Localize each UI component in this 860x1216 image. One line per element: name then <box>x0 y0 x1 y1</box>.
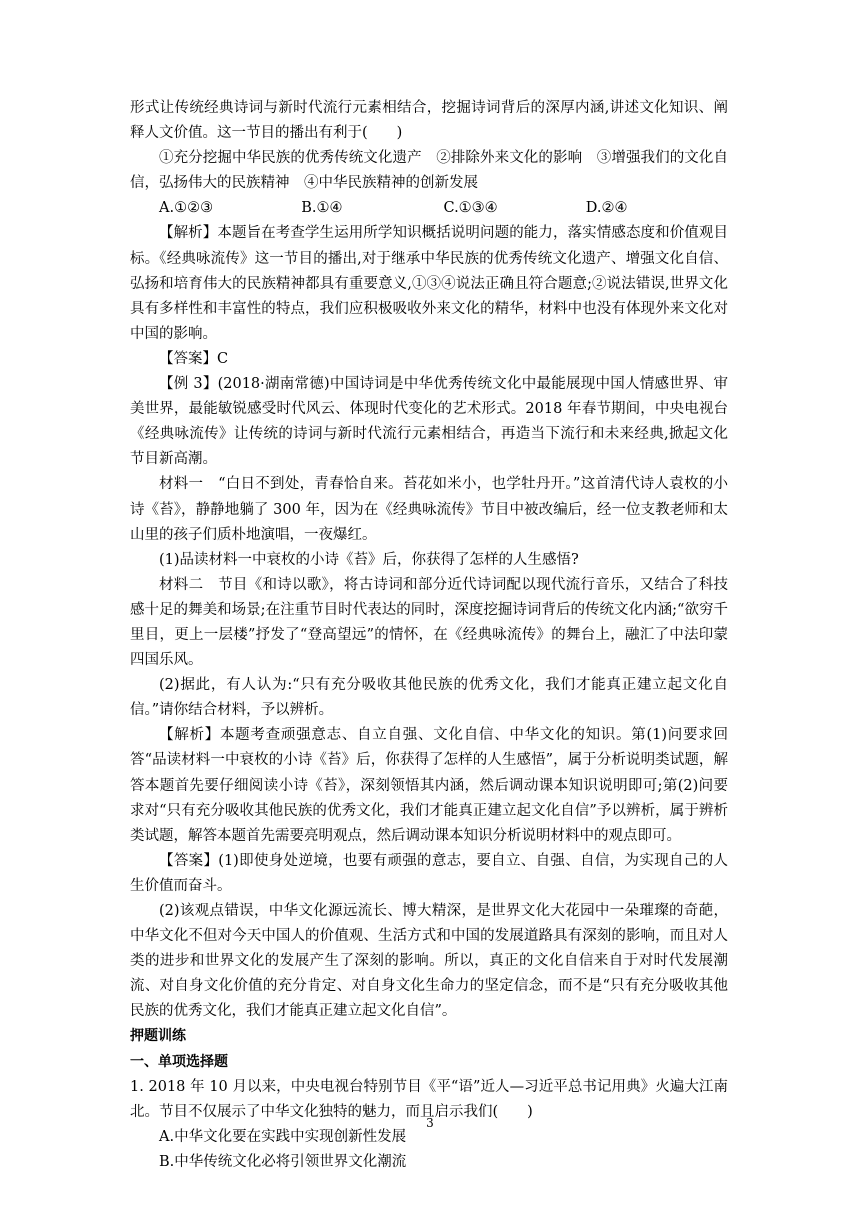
answer-choice: B.①④ <box>301 200 343 217</box>
paragraph: 【解析】本题考查顽强意志、自立自强、文化自信、中华文化的知识。第(1)问要求回答“品读材料一中衰枚的小诗《苔》后，你获得了怎样的人生感悟”，属于分析说明类试题，解答本题首先要仔细阅读小诗《苔》，深刻领悟其内涵，然后调动课本知识说明即可;第(2)问要求对“只有充分吸收其他民族的优秀文化，我们才能真正建立起文化自信”予以辨析，属于辨析类试题，解答本题首先需要亮明观点，然后调动课本知识分析说明材料中的观点即可。 <box>130 727 728 844</box>
paragraph: ①充分挖掘中华民族的优秀传统文化遗产 ②排除外来文化的影响 ③增强我们的文化自信，弘扬伟大的民族精神 ④中华民族精神的创新发展 <box>130 150 728 192</box>
answer-choices <box>130 196 728 221</box>
paragraph: 形式让传统经典诗词与新时代流行元素相结合，挖掘诗词背后的深厚内涵,讲述文化知识、阐释人文价值。这一节目的播出有利于( ) <box>130 100 728 142</box>
paragraph: A.中华文化要在实践中实现创新性发展 <box>159 1128 407 1145</box>
paragraph: 1. 2018 年 10 月以来，中央电视台特别节目《平“语”近人—习近平总书记用典》火遍大江南北。节目不仅展示了中华文化独特的魅力，而且启示我们( ) <box>130 1078 728 1120</box>
paragraph: (1)品读材料一中衰枚的小诗《苔》后，你获得了怎样的人生感悟? <box>159 551 579 568</box>
paragraph: (2)据此，有人认为:“只有充分吸收其他民族的优秀文化，我们才能真正建立起文化自信。”请你结合材料，予以辨析。 <box>130 677 728 719</box>
paragraph: B.中华传统文化必将引领世界文化潮流 <box>159 1153 407 1170</box>
section-heading: 押题训练 <box>130 1028 186 1045</box>
paragraph: 材料一 “白日不到处，青春恰自来。苔花如米小，也学牡丹开。”这首清代诗人袁枚的小诗《苔》，静静地躺了 300 年，因为在《经典咏流传》节目中被改编后，经一位支教老师和太山里的孩子们质朴地演唱，一夜爆红。 <box>130 476 728 543</box>
paragraph: 【例 3】(2018·湖南常德)中国诗词是中华优秀传统文化中最能展现中国人情感世界、审美世界，最能敏锐感受时代风云、体现时代变化的艺术形式。2018 年春节期间，中央电视台《经典咏流传》让传统的诗词与新时代流行元素相结合，再造当下流行和未来经典,掀起文化节目新高潮。 <box>130 376 728 468</box>
page-number: 3 <box>426 1116 434 1130</box>
paragraph: 【答案】(1)即使身处逆境，也要有顽强的意志，要自立、自强、自信，为实现自己的人生价值而奋斗。 <box>130 852 728 894</box>
paragraph: 【答案】C <box>159 350 229 367</box>
paragraph: (2)该观点错误，中华文化源远流长、博大精深，是世界文化大花园中一朵璀璨的奇葩，中华文化不但对今天中国人的价值观、生活方式和中国的发展道路具有深刻的影响，而且对人类的进步和世界文化的发展产生了深刻的影响。所以，真正的文化自信来自于对时代发展潮流、对自身文化价值的充分肯定、对自身文化生命力的坚定信念，而不是“只有充分吸收其他民族的优秀文化，我们才能真正建立起文化自信”。 <box>130 903 728 1020</box>
document-body <box>130 96 728 1175</box>
paragraph: 材料二 节目《和诗以歌》，将古诗词和部分近代诗词配以现代流行音乐，又结合了科技感十足的舞美和场景;在注重节目时代表达的同时，深度挖掘诗词背后的传统文化内涵;“欲穷千里目，更上一层楼”抒发了“登高望远”的情怀，在《经典咏流传》的舞台上，融汇了中法印蒙四国乐风。 <box>130 576 728 669</box>
answer-choice: C.①③④ <box>443 200 498 217</box>
answer-choice: A.①②③ <box>159 200 214 217</box>
paragraph: 【解析】本题旨在考查学生运用所学知识概括说明问题的能力，落实情感态度和价值观目标。《经典咏流传》这一节目的播出,对于继承中华民族的优秀传统文化遗产、增强文化自信、 弘扬和培育伟大的民族精神都具有重要意义,①③④说法正确且符合题意;②说法错误,世界文化具有多样性和丰富性的特点，我们应积极吸收外来文化的精华，材料中也没有体现外来文化对中国的影响。 <box>130 225 728 342</box>
section-heading: 一、单项选择题 <box>130 1053 228 1070</box>
answer-choice: D.②④ <box>585 200 628 217</box>
